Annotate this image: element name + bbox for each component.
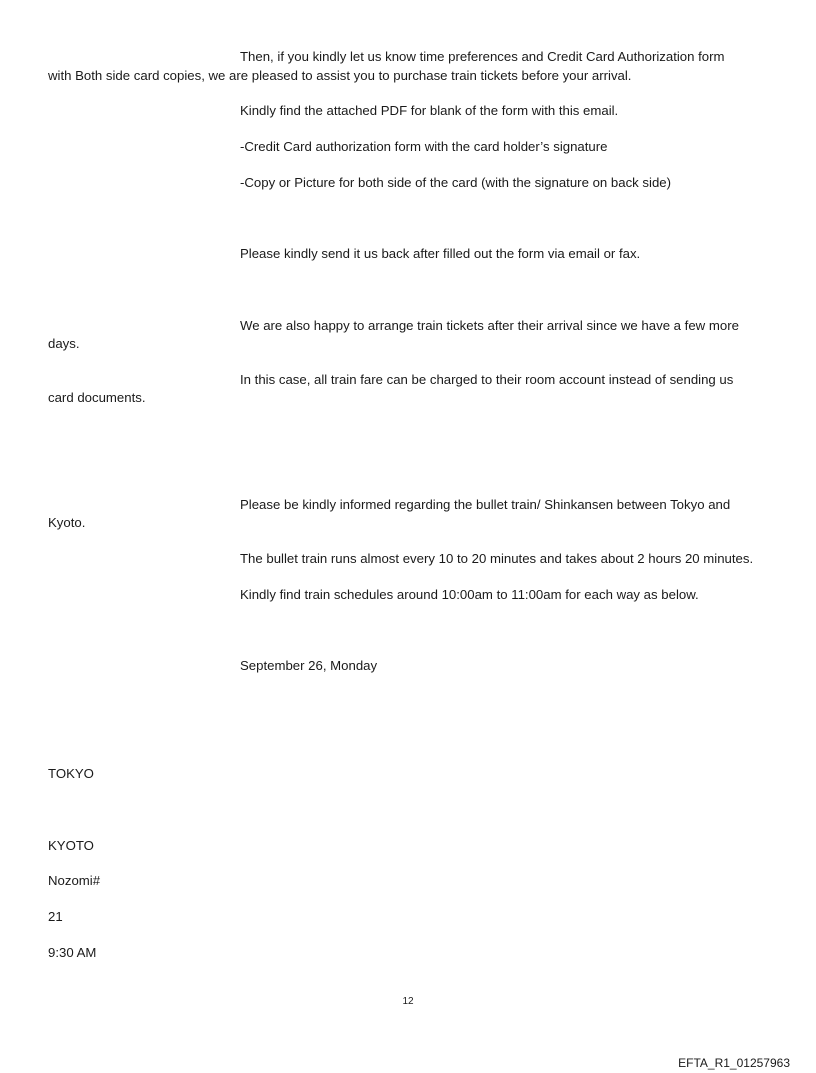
- body-line: We are also happy to arrange train tickets after their arrival since we have a few more: [240, 318, 739, 333]
- body-line: Please kindly send it us back after filled out the form via email or fax.: [240, 246, 641, 261]
- body-line: -Copy or Picture for both side of the card (with the signature on back side): [240, 175, 672, 190]
- schedule-date: September 26, Monday: [240, 658, 378, 673]
- body-line: In this case, all train fare can be charged to their room account instead of sending us: [240, 372, 734, 387]
- schedule-to: KYOTO: [48, 838, 94, 853]
- body-line: The bullet train runs almost every 10 to 20 minutes and takes about 2 hours 20 minutes.: [240, 551, 754, 566]
- body-line: Kindly find train schedules around 10:00am to 11:00am for each way as below.: [240, 587, 699, 602]
- body-line: Kyoto.: [48, 515, 86, 530]
- body-line: Kindly find the attached PDF for blank of the form with this email.: [240, 103, 619, 118]
- body-line: Please be kindly informed regarding the bullet train/ Shinkansen between Tokyo and: [240, 497, 731, 512]
- body-line: -Credit Card authorization form with the card holder’s signature: [240, 139, 608, 154]
- schedule-from: TOKYO: [48, 766, 94, 781]
- body-line: days.: [48, 336, 80, 351]
- body-line: with Both side card copies, we are pleased to assist you to purchase train tickets before your arrival.: [48, 68, 632, 83]
- schedule-train-number: 21: [48, 909, 63, 924]
- document-id: EFTA_R1_01257963: [678, 1056, 790, 1070]
- body-line: card documents.: [48, 390, 146, 405]
- page-number: 12: [402, 996, 414, 1007]
- body-line: Then, if you kindly let us know time preferences and Credit Card Authorization form: [240, 49, 725, 64]
- schedule-train-label: Nozomi#: [48, 873, 101, 888]
- schedule-departure: 9:30 AM: [48, 945, 97, 960]
